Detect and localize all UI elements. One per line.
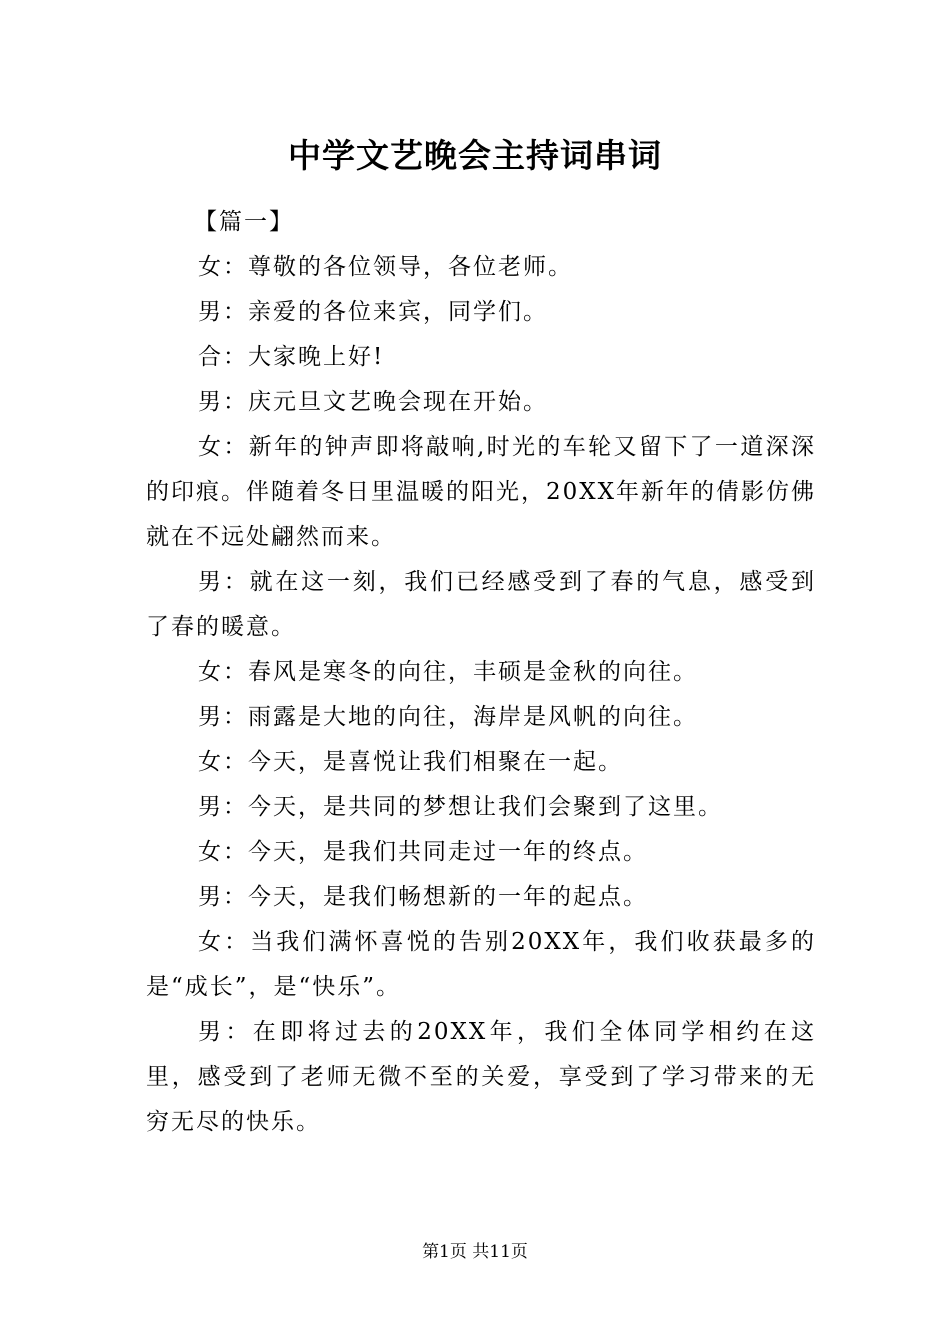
page-number-footer: 第1页 共11页	[422, 1242, 528, 1262]
paragraph: 女：尊敬的各位领导，各位老师。	[198, 254, 573, 280]
paragraph: 男：庆元旦文艺晚会现在开始。	[198, 389, 548, 415]
paragraph: 男：就在这一刻，我们已经感受到了春的气息，感受到了春的暖意。	[146, 569, 816, 640]
paragraph: 女：今天，是我们共同走过一年的终点。	[198, 839, 648, 865]
paragraph: 男：亲爱的各位来宾，同学们。	[198, 299, 548, 325]
paragraph: 男：今天，是共同的梦想让我们会聚到了这里。	[198, 794, 723, 820]
paragraph: 女：新年的钟声即将敲响,时光的车轮又留下了一道深深的印痕。伴随着冬日里温暖的阳光，20XX年新年的倩影仿佛就在不远处翩然而来。	[146, 434, 817, 550]
paragraph: 女：当我们满怀喜悦的告别20XX年，我们收获最多的是“成长”，是“快乐”。	[146, 929, 816, 1000]
paragraph: 男：在即将过去的20XX年，我们全体同学相约在这里，感受到了老师无微不至的关爱，享受到了学习带来的无穷无尽的快乐。	[146, 1019, 816, 1135]
document-title: 中学文艺晚会主持词串词	[288, 136, 662, 175]
section-heading: 【篇一】	[194, 209, 294, 235]
paragraph: 合：大家晚上好!	[198, 344, 385, 370]
paragraph: 男：今天，是我们畅想新的一年的起点。	[198, 884, 648, 910]
document-body	[146, 200, 816, 1145]
paragraph: 女：春风是寒冬的向往，丰硕是金秋的向往。	[198, 659, 698, 685]
paragraph: 男：雨露是大地的向往，海岸是风帆的向往。	[198, 704, 698, 730]
paragraph: 女：今天，是喜悦让我们相聚在一起。	[198, 749, 623, 775]
